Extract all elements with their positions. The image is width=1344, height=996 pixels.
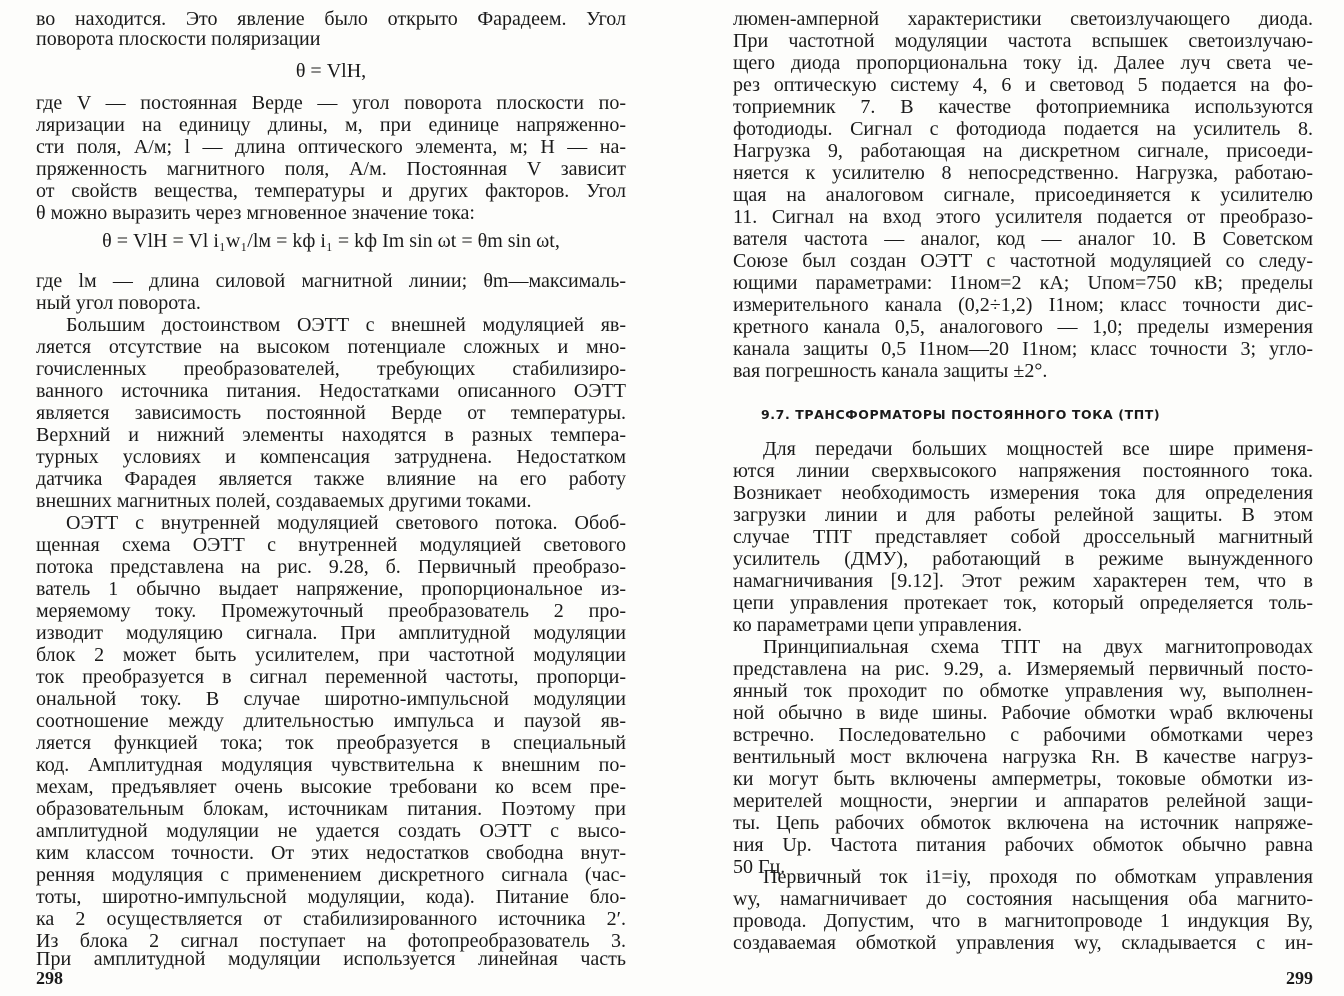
text-line: потока представлена на рис. 9.28, б. Первичный преобразо-: [36, 556, 626, 578]
text-line: амплитудной модуляции не удается создать ОЭТТ с высо-: [36, 820, 626, 842]
text-line: Из блока 2 сигнал поступает на фотопреобразователь 3.: [36, 930, 626, 952]
text-line: мерителей мощности, энергии и аппаратов релейной защи-: [733, 790, 1313, 812]
paragraph-lead: ОЭТТ с внутренней модуляцией светового потока. Обоб-: [66, 512, 626, 534]
formula: θ = VlH,: [295, 60, 367, 82]
text-line: wу, намагничивает до состояния насыщения оба магнито-: [733, 888, 1313, 910]
text-line: При амплитудной модуляции используется линейная часть: [36, 948, 626, 970]
text-line: ванного источника питания. Недостатками описанного ОЭТТ: [36, 380, 626, 402]
text-line: ка 2 осуществляется от стабилизированного источника 2′.: [36, 908, 626, 930]
text-line: При частотной модуляции частота вспышек светоизлучаю-: [733, 30, 1313, 52]
text-line: Возникает необходимость измерения тока для определения: [733, 482, 1313, 504]
formula: θ = VlH = Vl i₁w₁/lм = kф i₁ = kф Im sin ωt = θm sin ωt,: [102, 230, 560, 252]
text-line: пряженность магнитного поля, А/м. Постоянная V зависит: [36, 158, 626, 180]
text-line: от свойств вещества, температуры и других факторов. Угол: [36, 180, 626, 202]
text-line: образовательным блокам, источникам питания. Поэтому при: [36, 798, 626, 820]
text-line: меряемому току. Промежуточный преобразователь 2 про-: [36, 600, 626, 622]
text-line: провода. Допустим, что в магнитопроводе 1 индукция Bу,: [733, 910, 1313, 932]
text-line: соотношение между длительностью импульса и паузой яв-: [36, 710, 626, 732]
text-line: фотодиоды. Сигнал с фотодиода подается на усилитель 8.: [733, 118, 1313, 140]
text-line: блок 2 может быть усилителем, при частотной модуляции: [36, 644, 626, 666]
text-line: создаваемая обмоткой управления wу, складывается с ин-: [733, 932, 1313, 954]
text-line: ляризации на единицу длины, м, при единице напряженно-: [36, 114, 626, 136]
text-line: изводит модуляцию сигнала. При амплитудной модуляции: [36, 622, 626, 644]
text-line: Большим достоинством ОЭТТ с внешней модуляцией яв-: [66, 314, 626, 336]
text-line: тоты, широтно-импульсной модуляции, кода). Питание бло-: [36, 886, 626, 908]
text-line: ональной току. В случае широтно-импульсной модуляции: [36, 688, 626, 710]
text-line: встречно. Последовательно с рабочими обмотками через: [733, 724, 1313, 746]
right-page: [733, 0, 1313, 996]
text-line: няется к усилителю 8 непосредственно. Нагрузка, работаю-: [733, 162, 1313, 184]
text-line: представлена на рис. 9.29, а. Измеряемый первичный посто-: [733, 658, 1313, 680]
text-line: кретного канала 0,5, аналогового — 1,0; пределы измерения: [733, 316, 1313, 338]
text-line: ки могут быть включены амперметры, токовые обмотки из-: [733, 768, 1313, 790]
text-line: является зависимость постоянной Верде от температуры.: [36, 402, 626, 424]
text-line: ток преобразуется в сигнал переменной частоты, пропорци-: [36, 666, 626, 688]
text-line: внешних магнитных полей, создаваемых другими токами.: [36, 490, 532, 512]
text-line: канала защиты 0,5 I1ном—20 I1ном; класс точности 3; угло-: [733, 338, 1313, 360]
text-line: Первичный ток i1=iу, проходя по обмоткам управления: [763, 866, 1313, 888]
text-line: ты. Цепь рабочих обмоток включена на источник напряже-: [733, 812, 1313, 834]
text-line: ются линии сверхвысокого напряжения постоянного тока.: [733, 460, 1313, 482]
text-line: цепи управления протекает ток, который определяется толь-: [733, 592, 1313, 614]
text-line: Нагрузка 9, работающая на дискретном сигнале, присоеди-: [733, 140, 1313, 162]
text-line: вая погрешность канала защиты ±2°.: [733, 360, 1048, 382]
text-line: где lм — длина силовой магнитной линии; θm—максималь-: [36, 270, 626, 292]
text-line: турных условиях и компенсация затруднена. Недостатком: [36, 446, 626, 468]
text-line: ной обычно в виде шины. Рабочие обмотки wраб включены: [733, 702, 1313, 724]
text-line: вателя частота — аналог, код — аналог 10. В Советском: [733, 228, 1313, 250]
text-line: сти поля, А/м; l — длина оптического элемента, м; H — на-: [36, 136, 626, 158]
text-line: 11. Сигнал на вход этого усилителя подается от преобразо-: [733, 206, 1313, 228]
text-line: случае ТПТ представляет собой дроссельный магнитный: [733, 526, 1313, 548]
text-line: янный ток проходит по обмотке управления wу, выполнен-: [733, 680, 1313, 702]
left-page: [36, 0, 626, 996]
text-line: код. Амплитудная модуляция чувствительна к внешним по-: [36, 754, 626, 776]
text-line: где V — постоянная Верде — угол поворота плоскости по-: [36, 92, 626, 114]
text-line: датчика Фарадея является также влияние на его работу: [36, 468, 626, 490]
text-line: ющими параметрами: I1ном=2 кА; Uпом=750 кВ; пределы: [733, 272, 1313, 294]
text-line: мехам, предъявляет очень высокие требовани ко всем пре-: [36, 776, 626, 798]
text-line: ляется отсутствие на высоком потенциале сложных и мно-: [36, 336, 626, 358]
text-line: ния Uр. Частота питания рабочих обмоток обычно равна: [733, 834, 1313, 856]
text-line: во находится. Это явление было открыто Фарадеем. Угол: [36, 8, 626, 30]
text-line: люмен-амперной характеристики светоизлучающего диода.: [733, 8, 1313, 30]
text-line: Принципиальная схема ТПТ на двух магнитопроводах: [763, 636, 1313, 658]
text-line: Союзе был создан ОЭТТ с частотной модуляцией со следу-: [733, 250, 1313, 272]
text-line: 50 Гц.: [733, 856, 786, 878]
text-line: вентильный мост включена нагрузка Rн. В качестве нагруз-: [733, 746, 1313, 768]
text-line: θ можно выразить через мгновенное значение тока:: [36, 202, 475, 224]
text-line: усилитель (ДМУ), работающий в режиме вынужденного: [733, 548, 1313, 570]
text-line: измерительного канала (0,2÷1,2) I1ном; класс точности дис-: [733, 294, 1313, 316]
text-line: Верхний и нижний элементы находятся в разных темпера-: [36, 424, 626, 446]
page-number: 298: [36, 968, 63, 988]
text-line: гочисленных преобразователей, требующих стабилизиро-: [36, 358, 626, 380]
text-line: рез оптическую систему 4, 6 и световод 5 подается на фо-: [733, 74, 1313, 96]
text-line: намагничивания [9.12]. Этот режим характерен тем, что в: [733, 570, 1313, 592]
text-line: щая на аналоговом сигнале, присоединяется к усилителю: [733, 184, 1313, 206]
text-line: ляется функцией тока; ток преобразуется в специальный: [36, 732, 626, 754]
text-line: топриемник 7. В качестве фотоприемника используются: [733, 96, 1313, 118]
text-line: ко параметрами цепи управления.: [733, 614, 1023, 636]
text-line: щего диода пропорциональна току iд. Далее луч света че-: [733, 52, 1313, 74]
text-line: щенная схема ОЭТТ с внутренней модуляцией светового: [36, 534, 626, 556]
page-number: 299: [1286, 968, 1313, 988]
text-line: ким классом точности. От этих недостатков свободна внут-: [36, 842, 626, 864]
text-line: ватель 1 обычно выдает напряжение, пропорциональное из-: [36, 578, 626, 600]
text-line: ный угол поворота.: [36, 292, 201, 314]
text-line: загрузки линии и для работы релейной защиты. В этом: [733, 504, 1313, 526]
text-line: поворота плоскости поляризации: [36, 28, 321, 50]
section-heading: 9.7. ТРАНСФОРМАТОРЫ ПОСТОЯННОГО ТОКА (ТПТ): [761, 407, 1161, 422]
text-line: Для передачи больших мощностей все шире применя-: [763, 438, 1313, 460]
text-line: ренняя модуляция с применением дискретного сигнала (час-: [36, 864, 626, 886]
